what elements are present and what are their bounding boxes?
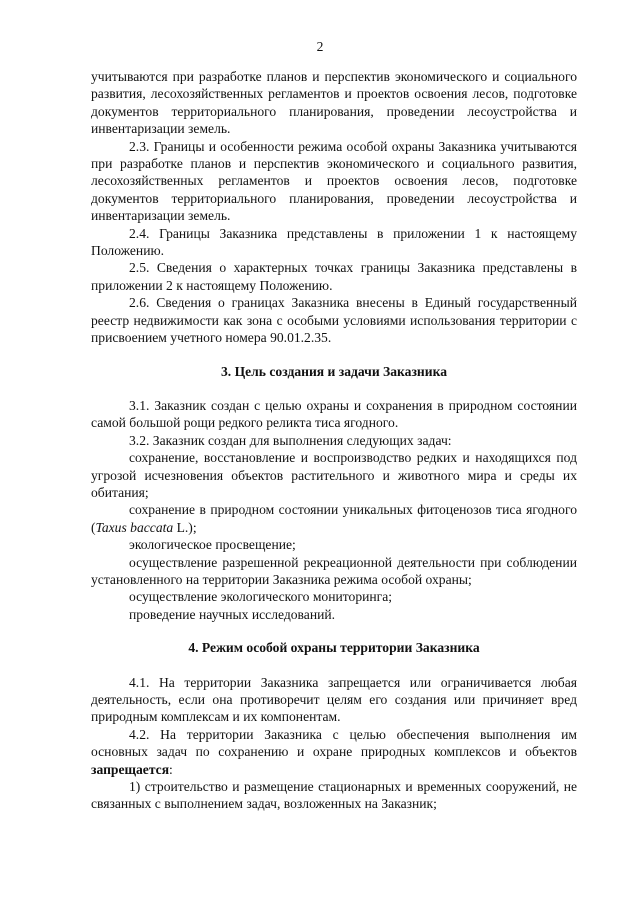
task-item: [91, 501, 577, 536]
task-item: экологическое просвещение;: [129, 537, 296, 553]
paragraph-2-3: 2.3. Границы и особенности режима особой охраны Заказника учитываются при разработке планов и перспектив экономического и социального развития, лесохозяйственных регламентов и проектов освоения лесов, подготовке документов территориального планирования, проведении лесоустройства и инвентаризации земель.: [91, 138, 577, 224]
document-body: [91, 68, 577, 813]
paragraph-text: :: [169, 761, 173, 777]
section-heading-4: 4. Режим особой охраны территории Заказника: [188, 640, 480, 656]
task-text: L.);: [173, 519, 197, 535]
paragraph-3-2: 3.2. Заказник создан для выполнения следующих задач:: [129, 432, 452, 448]
task-item: осуществление разрешенной рекреационной деятельности при соблюдении установленного на территории Заказника режима особой охраны;: [91, 554, 577, 587]
page-number: 2: [316, 39, 324, 54]
paragraph-4-1: 4.1. На территории Заказника запрещается или ограничивается любая деятельность, если она противоречит целям его создания или причиняет вред природным комплексам и их компонентам.: [91, 674, 577, 725]
task-item: проведение научных исследований.: [129, 606, 336, 622]
section-heading-3: 3. Цель создания и задачи Заказника: [220, 363, 447, 379]
latin-species-name: Taxus baccata: [95, 519, 174, 535]
prohibition-item-1: 1) строительство и размещение стационарных и временных сооружений, не связанных с выполнением задач, возложенных на Заказник;: [91, 779, 577, 812]
paragraph-2-4: 2.4. Границы Заказника представлены в приложении 1 к настоящему Положению.: [91, 225, 577, 259]
task-text: сохранение в природном состоянии уникальных фитоценозов тиса ягодного (: [91, 502, 577, 535]
task-item: сохранение, восстановление и воспроизводство редких и находящихся под угрозой исчезновения объектов растительного и животного мира и среды их обитания;: [91, 450, 577, 500]
paragraph-continuation: учитываются при разработке планов и перспектив экономического и социального развития, лесохозяйственных регламентов и проектов освоения лесов, подготовке документов территориального планирования, проведении лесоустройства и инвентаризации земель.: [91, 69, 577, 137]
paragraph-2-6: 2.6. Сведения о границах Заказника внесены в Единый государственный реестр недвижимости как зона с особыми условиями использования территории с присвоением учетного номера 90.01.2.35.: [91, 295, 577, 346]
paragraph-3-1: 3.1. Заказник создан с целью охраны и сохранения в природном состоянии самой большой рощи редкого реликта тиса ягодного.: [91, 397, 577, 431]
bold-term: запрещается: [91, 761, 170, 777]
paragraph-4-2: [91, 726, 577, 778]
task-item: осуществление экологического мониторинга;: [129, 589, 393, 605]
paragraph-text: 4.2. На территории Заказника с целью обеспечения выполнения им основных задач по сохранению и охране природных комплексов и объектов: [91, 726, 577, 760]
paragraph-2-5: 2.5. Сведения о характерных точках границы Заказника представлены в приложении 2 к настоящему Положению.: [91, 260, 577, 293]
